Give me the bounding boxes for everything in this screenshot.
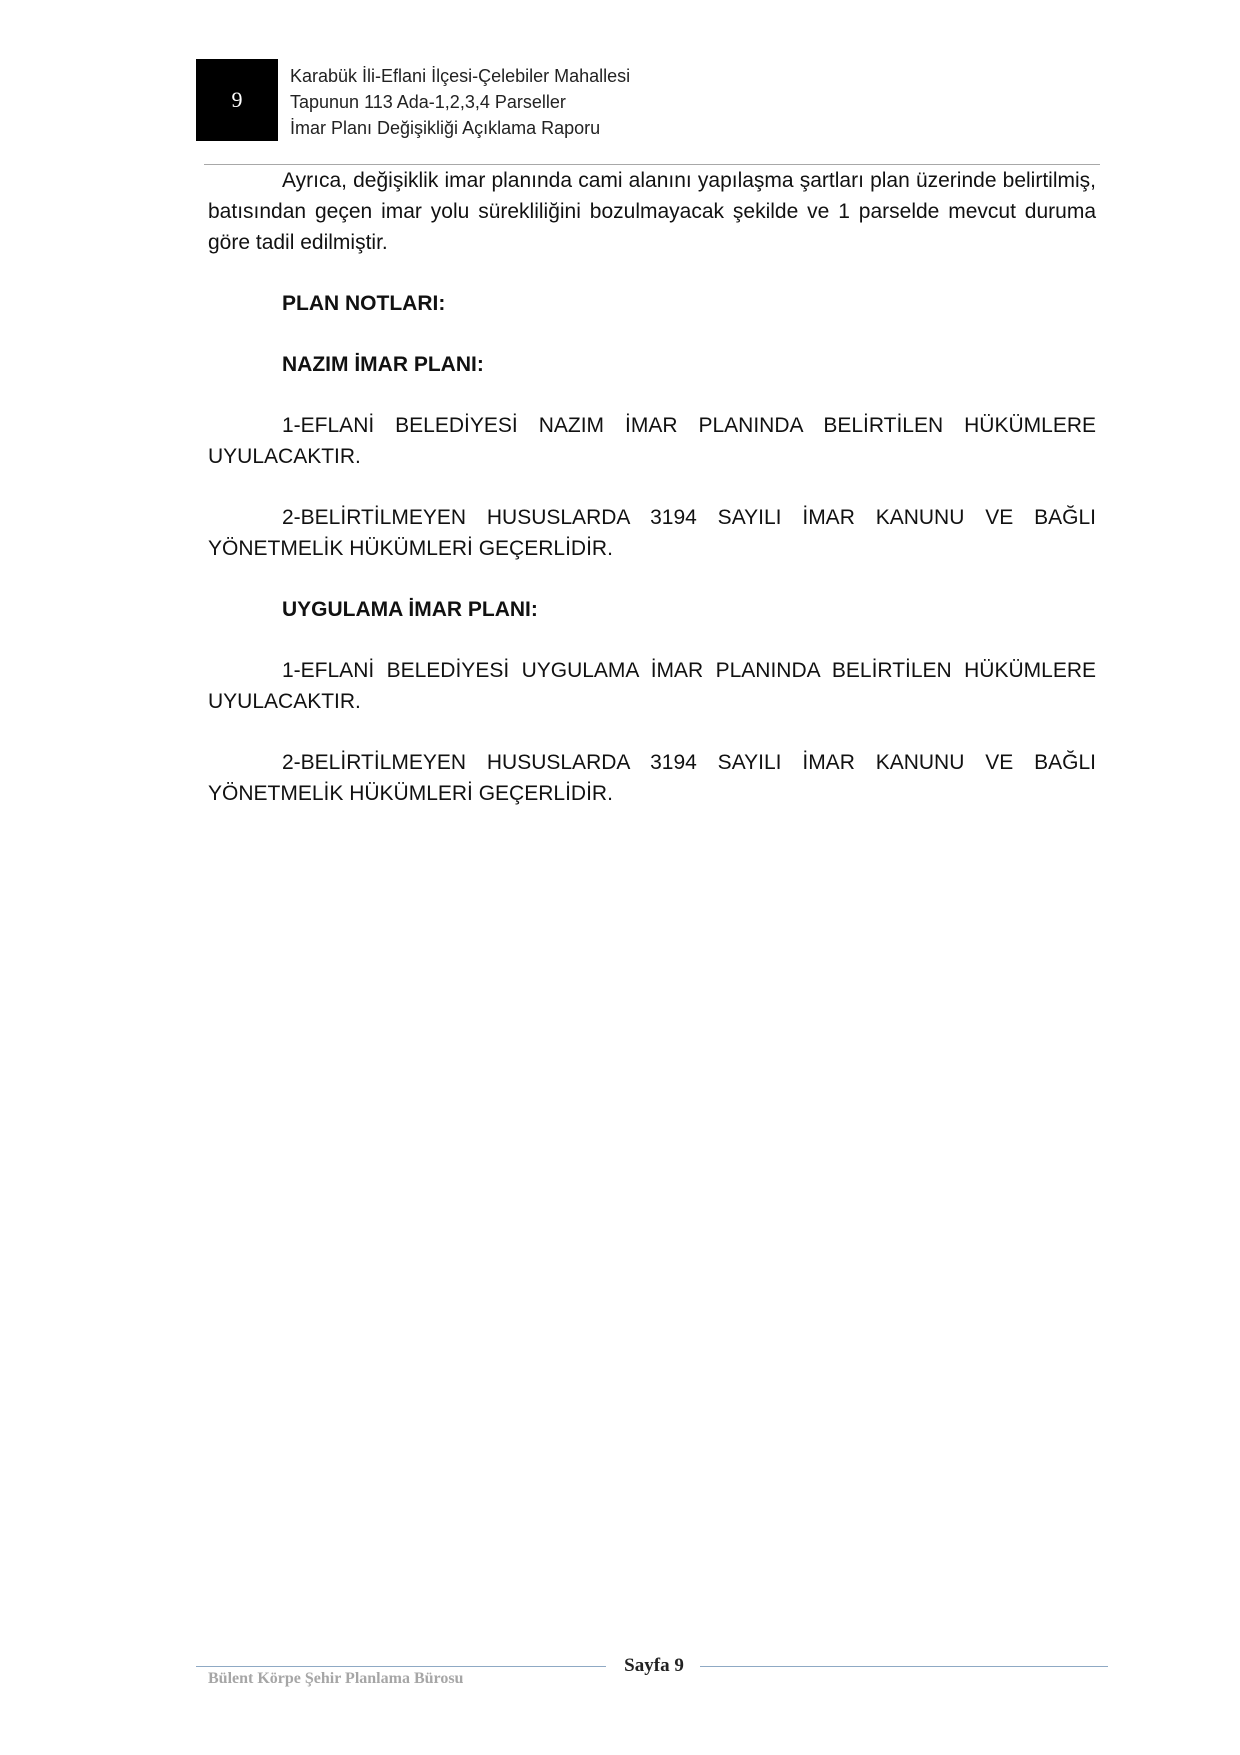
- footer-divider-right: [700, 1666, 1108, 1667]
- header-location-line: Karabük İli-Eflani İlçesi-Çelebiler Mahallesi: [290, 66, 631, 86]
- footer-page-label: Sayfa 9: [624, 1655, 684, 1676]
- header-report-title: İmar Planı Değişikliği Açıklama Raporu: [290, 118, 601, 138]
- page-number-box: 9: [196, 59, 278, 141]
- intro-paragraph: Ayrıca, değişiklik imar planında cami alanını yapılaşma şartları plan üzerinde belirtilmiş, batısından geçen imar yolu sürekliliğini bozulmayacak şekilde ve 1 parselde mevcut duruma göre tadil edilmiştir.: [208, 169, 1096, 254]
- uygulama-plan-heading: UYGULAMA İMAR PLANI:: [282, 598, 538, 621]
- document-header: [290, 63, 630, 141]
- nazim-plan-heading: NAZIM İMAR PLANI:: [282, 353, 484, 376]
- plan-notes-heading: PLAN NOTLARI:: [282, 292, 446, 315]
- uygulama-note-2: 2-BELİRTİLMEYEN HUSUSLARDA 3194 SAYILI İMAR KANUNU VE BAĞLI YÖNETMELİK HÜKÜMLERİ GEÇERLİDİR.: [208, 751, 1096, 805]
- header-parcel-line: Tapunun 113 Ada-1,2,3,4 Parseller: [290, 92, 566, 112]
- footer-firm-name: Bülent Körpe Şehir Planlama Bürosu: [208, 1670, 464, 1687]
- nazim-note-1: 1-EFLANİ BELEDİYESİ NAZIM İMAR PLANINDA BELİRTİLEN HÜKÜMLERE UYULACAKTIR.: [208, 414, 1096, 468]
- uygulama-note-1: 1-EFLANİ BELEDİYESİ UYGULAMA İMAR PLANINDA BELİRTİLEN HÜKÜMLERE UYULACAKTIR.: [208, 659, 1096, 713]
- footer-divider-left: [196, 1666, 606, 1667]
- nazim-note-2: 2-BELİRTİLMEYEN HUSUSLARDA 3194 SAYILI İMAR KANUNU VE BAĞLI YÖNETMELİK HÜKÜMLERİ GEÇERLİDİR.: [208, 506, 1096, 560]
- document-body: [208, 165, 1096, 839]
